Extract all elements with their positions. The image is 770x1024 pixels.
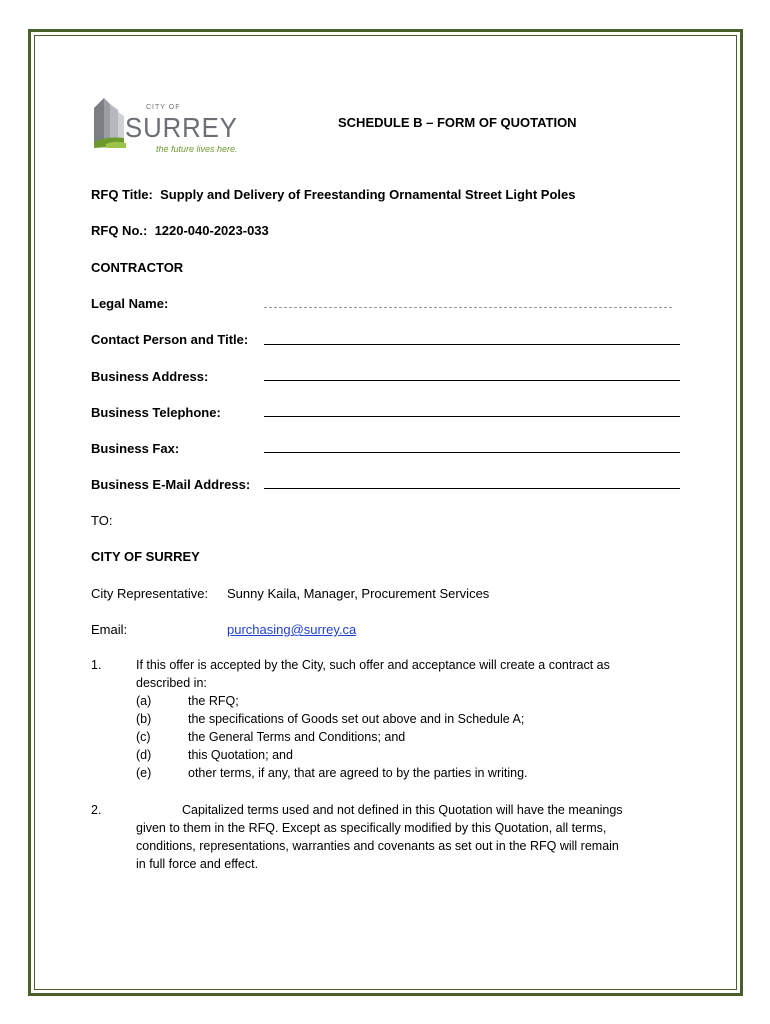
contractor-heading: CONTRACTOR (91, 260, 184, 275)
to-label: TO: (91, 513, 113, 528)
clause-1-item-mark: (a) (136, 694, 152, 708)
rfq-number-value: 1220-040-2023-033 (154, 223, 269, 238)
clause-2-line: conditions, representations, warranties and covenants as set out in the RFQ will remain (136, 839, 619, 853)
clause-2-number: 2. (91, 803, 102, 817)
clause-2-line: in full force and effect. (136, 857, 259, 871)
rfq-number-row (91, 223, 269, 238)
logo-surrey-wordmark: SURREY (125, 112, 238, 143)
business-address-field[interactable] (264, 380, 680, 381)
legal-name-label: Legal Name: (91, 296, 169, 311)
contact-person-field[interactable] (264, 344, 680, 345)
business-fax-label: Business Fax: (91, 441, 180, 456)
clause-1-item-text: this Quotation; and (188, 748, 293, 762)
clause-1-number: 1. (91, 658, 102, 672)
clause-1-line: If this offer is accepted by the City, such offer and acceptance will create a contract as (136, 658, 610, 672)
business-address-label: Business Address: (91, 369, 209, 384)
clause-1-item-text: other terms, if any, that are agreed to by the parties in writing. (188, 766, 528, 780)
contact-person-label: Contact Person and Title: (91, 332, 249, 347)
logo-tagline: the future lives here. (156, 144, 238, 154)
clause-1-item-text: the specifications of Goods set out above and in Schedule A; (188, 712, 525, 726)
clause-1-item-text: the RFQ; (188, 694, 239, 708)
business-email-label: Business E-Mail Address: (91, 477, 251, 492)
clause-2-line: given to them in the RFQ. Except as specifically modified by this Quotation, all terms, (136, 821, 607, 835)
logo-city-of-text: CITY OF (146, 104, 181, 111)
clause-1-item-mark: (e) (136, 766, 152, 780)
rfq-number-label: RFQ No.: (91, 223, 148, 238)
rfq-title-row (91, 187, 575, 202)
business-fax-field[interactable] (264, 452, 680, 453)
city-rep-label: City Representative: (91, 586, 209, 601)
clause-2-line: Capitalized terms used and not defined in this Quotation will have the meanings (182, 803, 623, 817)
clause-1-line: described in: (136, 676, 207, 690)
business-telephone-label: Business Telephone: (91, 405, 221, 420)
schedule-title: SCHEDULE B – FORM OF QUOTATION (338, 115, 577, 130)
email-link[interactable]: purchasing@surrey.ca (227, 622, 357, 637)
business-telephone-field[interactable] (264, 416, 680, 417)
legal-name-field[interactable] (264, 307, 672, 308)
rfq-title-value: Supply and Delivery of Freestanding Ornamental Street Light Poles (160, 187, 576, 202)
email-label: Email: (91, 622, 128, 637)
clause-1-item-mark: (d) (136, 748, 152, 762)
city-heading: CITY OF SURREY (91, 549, 200, 564)
clause-1-item-mark: (c) (136, 730, 151, 744)
rfq-title-label: RFQ Title: (91, 187, 153, 202)
business-email-field[interactable] (264, 488, 680, 489)
clause-1-item-mark: (b) (136, 712, 152, 726)
city-rep-value: Sunny Kaila, Manager, Procurement Services (227, 586, 490, 601)
clause-1-item-text: the General Terms and Conditions; and (188, 730, 406, 744)
